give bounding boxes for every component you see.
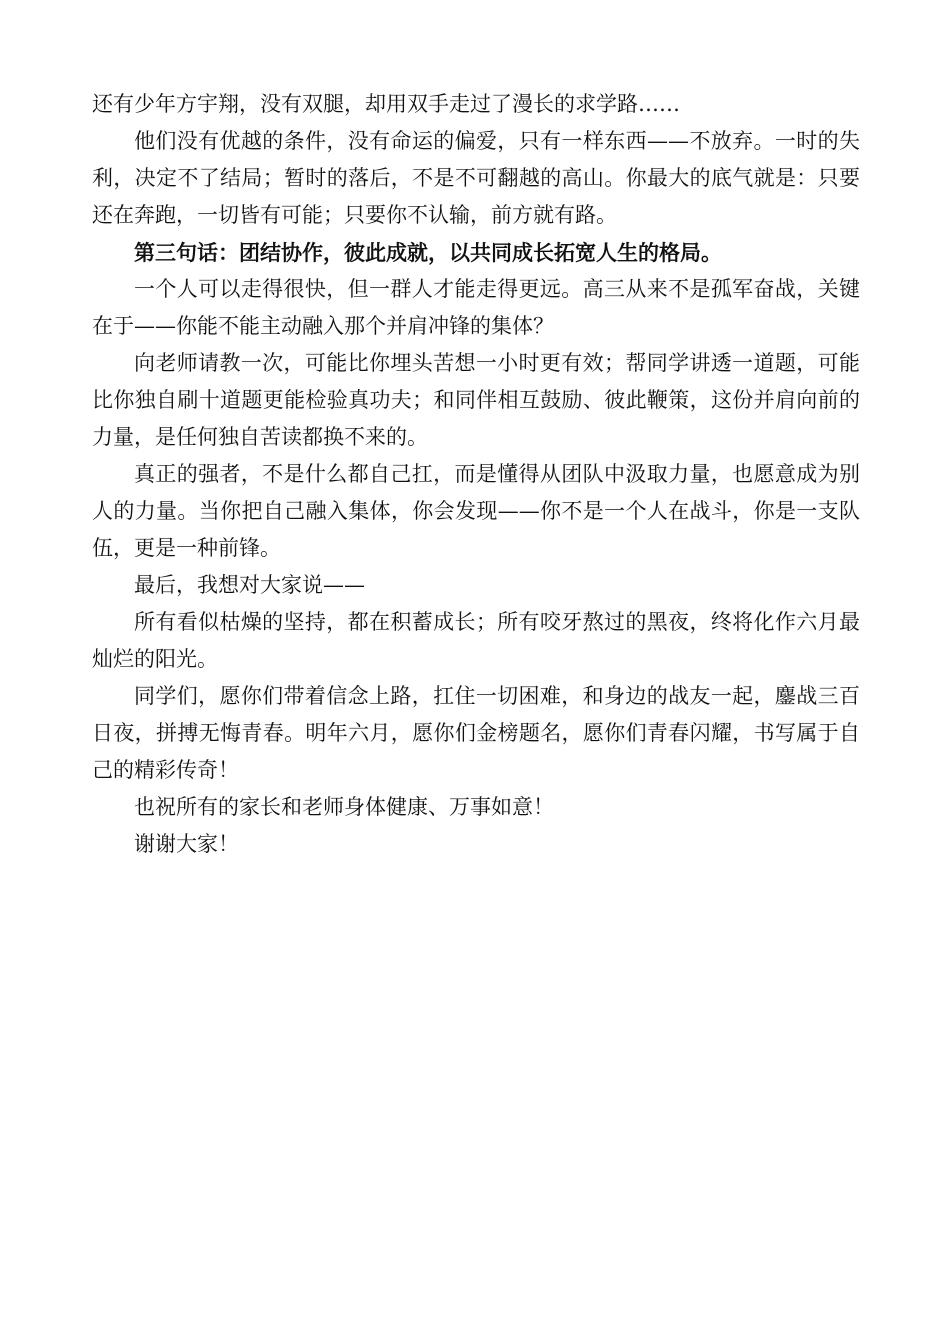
paragraph: 他们没有优越的条件，没有命运的偏爱，只有一样东西——不放弃。一时的失利，决定不了结局；暂时的落后，不是不可翻越的高山。你最大的底气就是：只要还在奔跑，一切皆有可能；只要你不认输，前方就有路。 xyxy=(92,129,860,227)
closing-line: 谢谢大家！ xyxy=(134,832,239,856)
section-heading: 第三句话：团结协作，彼此成就，以共同成长拓宽人生的格局。 xyxy=(134,240,722,265)
paragraph: 一个人可以走得很快，但一群人才能走得更远。高三从来不是孤军奋战，关键在于——你能不能主动融入那个并肩冲锋的集体？ xyxy=(92,277,860,338)
paragraph: 同学们，愿你们带着信念上路，扛住一切困难，和身边的战友一起，鏖战三百日夜，拼搏无悔青春。明年六月，愿你们金榜题名，愿你们青春闪耀，书写属于自己的精彩传奇！ xyxy=(92,684,860,782)
paragraph: 最后，我想对大家说—— xyxy=(134,573,365,597)
paragraph: 所有看似枯燥的坚持，都在积蓄成长；所有咬牙熬过的黑夜，终将化作六月最灿烂的阳光。 xyxy=(92,610,860,671)
paragraph: 向老师请教一次，可能比你埋头苦想一小时更有效；帮同学讲透一道题，可能比你独自刷十道题更能检验真功夫；和同伴相互鼓励、彼此鞭策，这份并肩向前的力量，是任何独自苦读都换不来的。 xyxy=(92,351,860,449)
paragraph-continuation: 还有少年方宇翔，没有双腿，却用双手走过了漫长的求学路…… xyxy=(92,92,680,116)
document-body xyxy=(92,86,860,863)
paragraph: 真正的强者，不是什么都自己扛，而是懂得从团队中汲取力量，也愿意成为别人的力量。当你把自己融入集体，你会发现——你不是一个人在战斗，你是一支队伍，更是一种前锋。 xyxy=(92,462,860,560)
paragraph: 也祝所有的家长和老师身体健康、万事如意！ xyxy=(134,795,554,819)
